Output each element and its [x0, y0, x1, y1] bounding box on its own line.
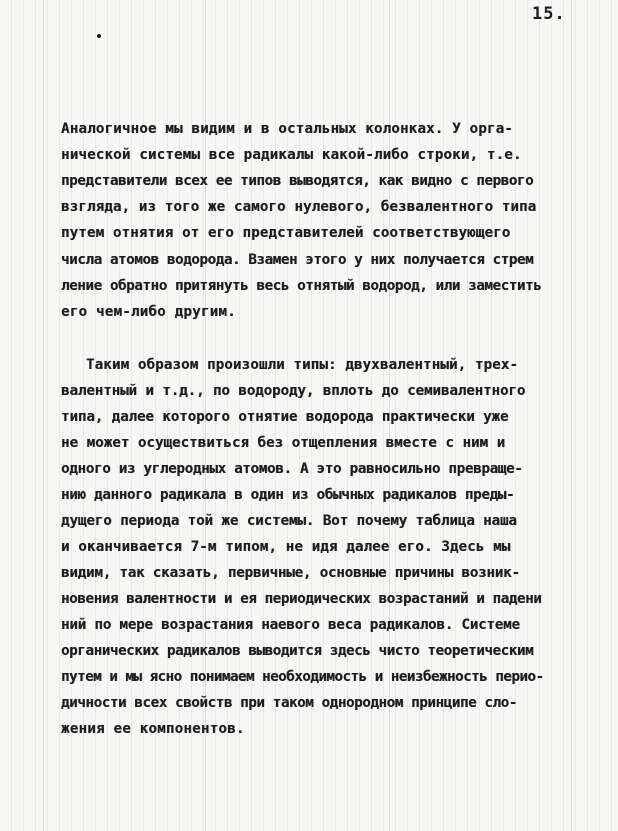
text-line: валентный и т.д., по водороду, вплоть до семивалентного — [61, 383, 526, 399]
text-line: одного из углеродных атомов. А это равносильно превраще- — [61, 461, 523, 477]
text-line: его чем-либо другим. — [61, 304, 236, 320]
text-line: ний по мере возрастания наевого веса радикалов. Системе — [61, 617, 520, 633]
text-line: Аналогичное мы видим и в остальных колонках. У орга- — [61, 121, 513, 137]
text-line: новения валентности и ея периодических возрастаний и падени — [61, 591, 542, 607]
text-line: Таким образом произошли типы: двухвалентный, трех- — [86, 357, 519, 373]
text-line: путем и мы ясно понимаем необходимость и неизбежность перио- — [61, 669, 544, 685]
text-line: путем отнятия от его представителей соответствующего — [61, 225, 511, 241]
text-line: нической системы все радикалы какой-либо строки, т.е. — [61, 147, 522, 163]
scan-streak — [571, 0, 572, 831]
text-line: и оканчивается 7-м типом, не идя далее его. Здесь мы — [61, 539, 511, 555]
text-line: органических радикалов выводится здесь чисто теоретическим — [61, 643, 534, 659]
text-line: взгляда, из того же самого нулевого, безвалентного типа — [61, 199, 537, 215]
text-line: нию данного радикала в один из обычных радикалов преды- — [61, 487, 515, 503]
text-line: типа, далее которого отнятие водорода практически уже — [61, 409, 509, 425]
text-line: ление обратно притянуть весь отнятый водород, или заместить — [61, 278, 542, 294]
text-line: дущего периода той же системы. Вот почему таблица наша — [61, 513, 517, 529]
page-number: 15. — [532, 4, 566, 24]
ink-dot — [97, 34, 101, 38]
text-line: числа атомов водорода. Взамен этого у них получается стрем — [61, 252, 534, 268]
text-line: не может осуществиться без отщепления вместе с ним и — [61, 435, 506, 451]
scan-streak — [43, 0, 44, 831]
text-line: дичности всех свойств при таком однородном принципе сло- — [61, 695, 517, 711]
text-line: жения ее компонентов. — [61, 721, 245, 737]
text-line: видим, так сказать, первичные, основные причины возник- — [61, 565, 520, 581]
text-line: представители всех ее типов выводятся, как видно с первого — [61, 173, 534, 189]
